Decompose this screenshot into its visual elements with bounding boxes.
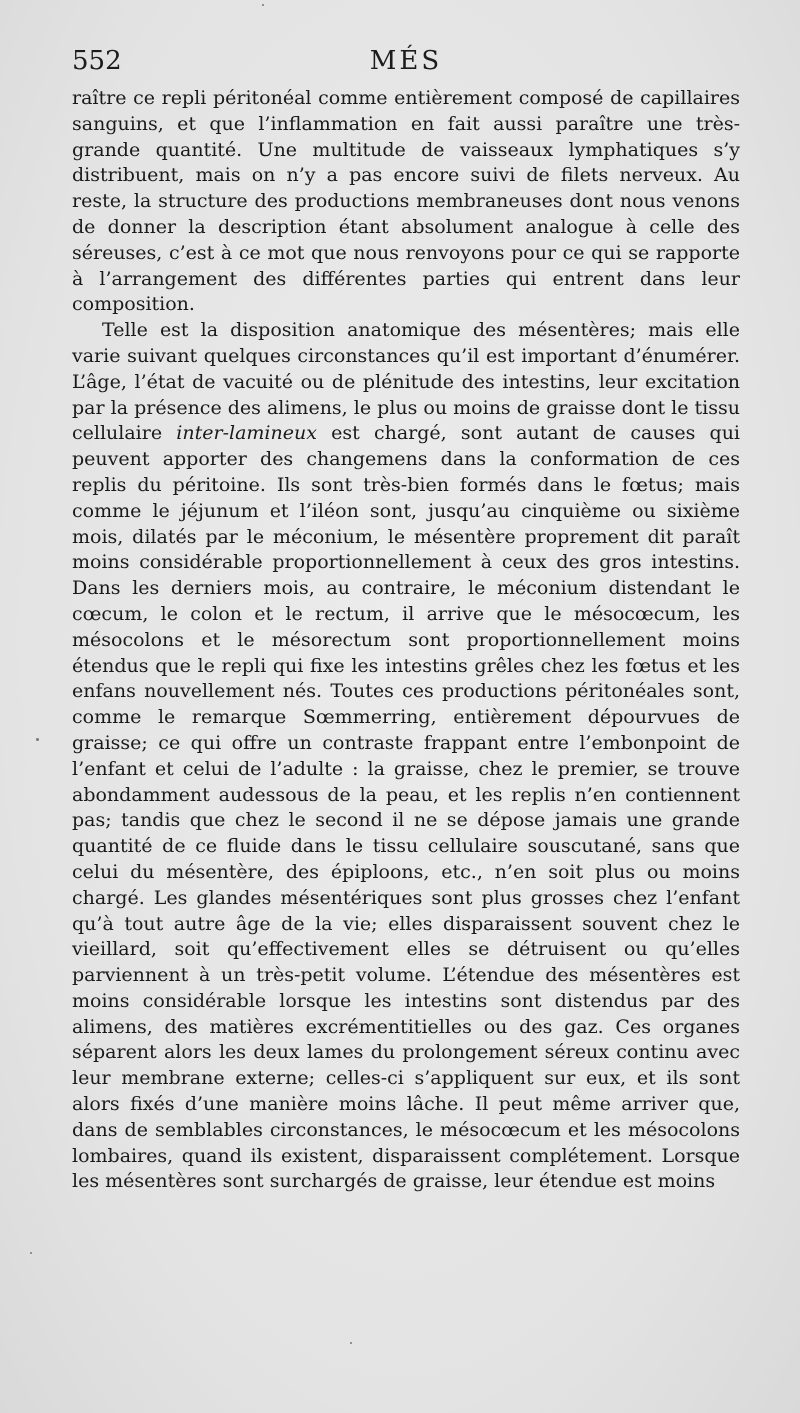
paragraph-2-text-end: est chargé, sont autant de causes qui peuvent apporter des changemens dans la conformation de ces replis du péritoine. Ils sont très-bien formés dans le fœtus; mais comme le jéjunum et l’iléon sont, jusqu’au cinquième ou sixième mois, dilatés par le méconium, le mésentère proprement dit paraît moins considérable proportionnellement à ceux des gros intestins. Dans les derniers mois, au contraire, le méconium distendant le cœcum, le colon et le rectum, il arrive que le mésocœcum, les mésocolons et le mésorectum sont proportionnellement moins étendus que le repli qui fixe les intestins grêles chez les fœtus et les enfans nouvellement nés. Toutes ces productions péritonéales sont, comme le remarque Sœmmerring, entièrement dépourvues de graisse; ce qui offre un contraste frappant entre l’embonpoint de l’enfant et celui de l’adulte : la graisse, chez le premier, se trouve abondamment audessous de la peau, et les replis n’en contiennent pas; tandis que chez le second il ne se dépose jamais une grande quantité de ce fluide dans le tissu cellulaire souscutané, sans que celui du mésentère, des épiploons, etc., n’en soit plus ou moins chargé. Les glandes mésentériques sont plus grosses chez l’enfant qu’à tout autre âge de la vie; elles disparaissent souvent chez le vieillard, soit qu’effectivement elles se détruisent ou qu’elles parviennent à un très-petit volume. L’étendue des mésentères est moins considérable lorsque les intestins sont distendus par des alimens, des matières excrémentitielles ou des gaz. Ces organes séparent alors les deux lames du prolongement séreux continu avec leur membrane externe; celles-ci s’appliquent sur eux, et ils sont alors fixés d’une manière moins lâche. Il peut même arriver que, dans de semblables circonstances, le mésocœcum et les mésocolons lombaires, quand ils existent, disparaissent complétement. Lorsque les mésentères sont surchargés de graisse, leur étendue est moins — [72, 422, 741, 1193]
paragraph-1-text: raître ce repli péritonéal comme entièrement composé de capillaires sanguins, et que l’inflammation en fait aussi paraître une très-grande quantité. Une multitude de vaisseaux lymphatiques s’y distribuent, mais on n’y a pas encore suivi de filets nerveux. Au reste, la structure des productions membraneuses dont nous venons de donner la description étant absolument analogue à celle des séreuses, c’est à ce mot que nous renvoyons pour ce qui se rapporte à l’arrangement des différentes parties qui entrent dans leur composition. — [72, 87, 740, 316]
paragraph-2-text-start: Telle est la disposition anatomique des mésentères; mais elle varie suivant quelques circonstances qu’il est important d’énumérer. L’âge, l’état de vacuité ou de plénitude des intestins, leur excitation par la présence des alimens, le plus ou moins de graisse dont le tissu cellulaire — [72, 319, 740, 445]
page-header — [72, 42, 740, 82]
paragraph-1 — [72, 86, 740, 318]
paragraph-2 — [72, 318, 740, 1195]
running-head: MÉS — [369, 46, 443, 76]
page-number: 552 — [72, 46, 122, 76]
paragraph-2-italic-term: inter-lamineux — [176, 422, 317, 445]
body-text — [72, 86, 740, 1195]
